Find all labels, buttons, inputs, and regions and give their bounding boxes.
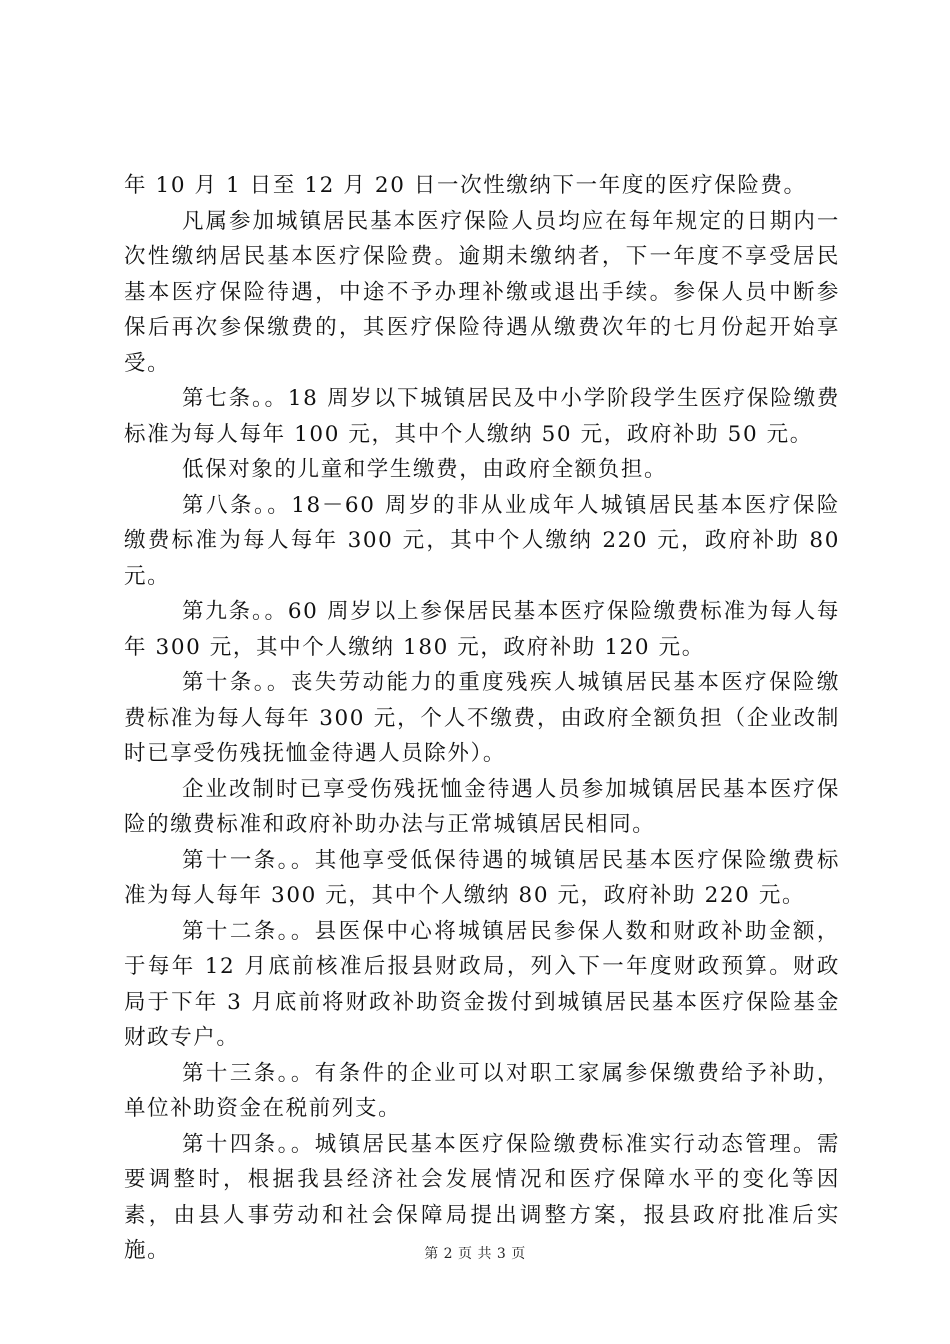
page-number-footer: 第 2 页 共 3 页	[424, 1246, 526, 1262]
paragraph-article-12: 第十二条。。县医保中心将城镇居民参保人数和财政补助金额，于每年 12 月底前核准后报县财政局，列入下一年度财政预算。财政局于下年 3 月底前将财政补助资金拨付到城镇居民基本医疗保险基金财政专户。	[124, 918, 840, 1050]
paragraph-article-9: 第九条。。60 周岁以上参保居民基本医疗保险缴费标准为每人每年 300 元，其中个人缴纳 180 元，政府补助 120 元。	[124, 599, 840, 660]
paragraph: 年 10 月 1 日至 12 月 20 日一次性缴纳下一年度的医疗保险费。	[124, 173, 807, 198]
paragraph-article-11: 第十一条。。其他享受低保待遇的城镇居民基本医疗保险缴费标准为每人每年 300 元，其中个人缴纳 80 元，政府补助 220 元。	[124, 847, 840, 908]
paragraph: 低保对象的儿童和学生缴费，由政府全额负担。	[182, 457, 668, 482]
document-body	[124, 168, 840, 1269]
paragraph-article-13: 第十三条。。有条件的企业可以对职工家属参保缴费给予补助，单位补助资金在税前列支。	[124, 1060, 840, 1121]
paragraph: 凡属参加城镇居民基本医疗保险人员均应在每年规定的日期内一次性缴纳居民基本医疗保险费。逾期未缴纳者，下一年度不享受居民基本医疗保险待遇，中途不予办理补缴或退出手续。参保人员中断参保后再次参保缴费的，其医疗保险待遇从缴费次年的七月份起开始享受。	[124, 208, 840, 376]
paragraph-article-7: 第七条。。18 周岁以下城镇居民及中小学阶段学生医疗保险缴费标准为每人每年 100 元，其中个人缴纳 50 元，政府补助 50 元。	[124, 386, 840, 447]
paragraph: 企业改制时已享受伤残抚恤金待遇人员参加城镇居民基本医疗保险的缴费标准和政府补助办法与正常城镇居民相同。	[124, 776, 840, 837]
paragraph-article-8: 第八条。。18－60 周岁的非从业成年人城镇居民基本医疗保险缴费标准为每人每年 300 元，其中个人缴纳 220 元，政府补助 80 元。	[124, 492, 840, 589]
paragraph-article-14: 第十四条。。城镇居民基本医疗保险缴费标准实行动态管理。需要调整时，根据我县经济社会发展情况和医疗保障水平的变化等因素，由县人事劳动和社会保障局提出调整方案，报县政府批准后实施。	[124, 1131, 840, 1263]
paragraph-article-10: 第十条。。丧失劳动能力的重度残疾人城镇居民基本医疗保险缴费标准为每人每年 300 元，个人不缴费，由政府全额负担（企业改制时已享受伤残抚恤金待遇人员除外）。	[124, 670, 840, 766]
